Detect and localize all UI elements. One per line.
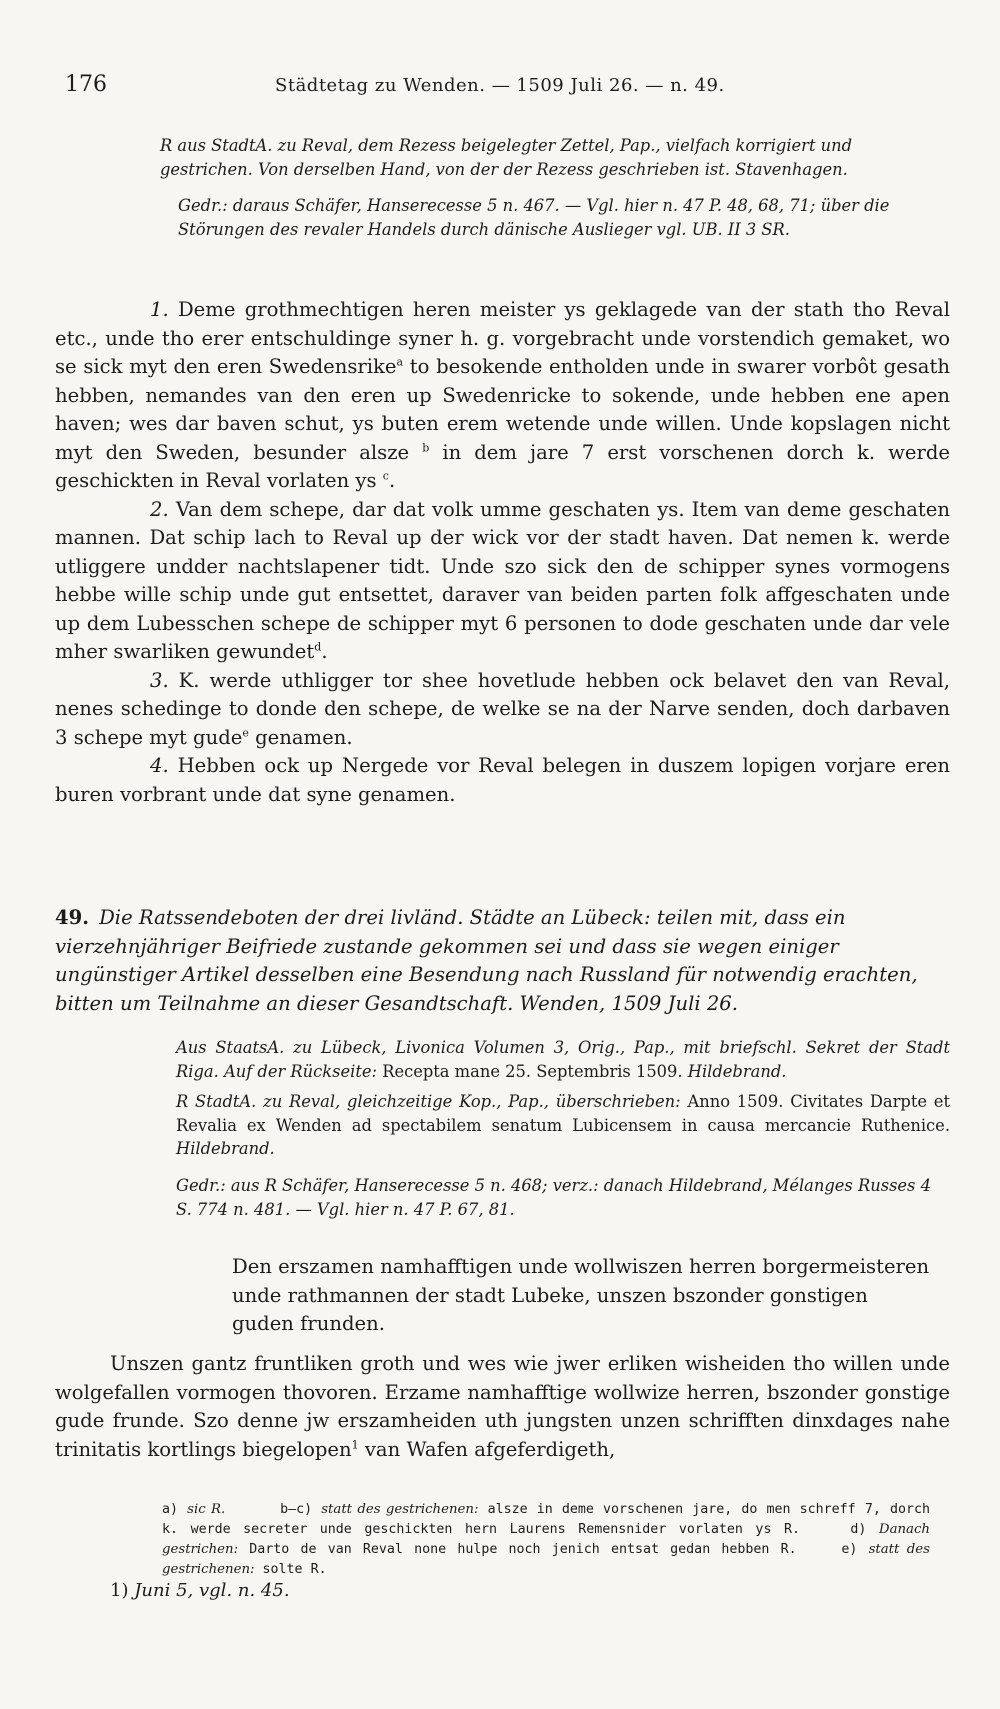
footnote-text: solte R. [262,1562,327,1577]
running-title: Städtetag zu Wenden. — 1509 Juli 26. — n. 49. [275,75,725,96]
footnote-label: d) [850,1522,867,1537]
footnote-italic: statt des gestrichenen: [162,1542,930,1577]
paragraph-number: 2. [150,497,169,521]
page-number: 176 [65,72,107,97]
footnote-marker: a [396,355,404,369]
punctuation: . [321,640,328,663]
letter-address: Den erszamen namhafftigen unde wollwiszen herren borgermeisteren unde rathmannen der stadt Lubeke, unszen bszonder gonstigen guden frunden. [232,1255,930,1335]
footnote-marker: b [422,440,430,454]
source-editor: Hildebrand. [176,1139,275,1158]
source-plain: Recepta mane 25. Septembris 1509. [382,1061,683,1081]
footnote-label: 1) [110,1580,129,1601]
letter-body [55,1350,950,1464]
paragraph-number: 4. [150,754,169,777]
letter-paragraph [55,1350,950,1464]
paragraph-text: in dem jare 7 erst vorschenen dorch k. werde geschickten in Reval vorlaten ys [55,440,951,492]
paragraph-text: van Wafen afgeferdigeth, [364,1437,616,1461]
punctuation: . [388,469,396,492]
footnote-marker: e [242,725,249,739]
print-reference-48: Gedr.: daraus Schäfer, Hanserecesse 5 n. 467. — Vgl. hier n. 47 P. 48, 68, 71; über die Störungen des revaler Handels durch dänische Auslieger vgl. UB. II 3 SR. [178,196,890,239]
footnote-italic: statt des gestrichenen: [321,1502,479,1517]
paragraph-3 [55,667,950,753]
source-editor: Hildebrand. [687,1061,787,1081]
regest-text: Die Ratssendeboten der drei livländ. Städte an Lübeck: teilen mit, dass ein vierzehnjähriger Beifriede zustande gekommen sei und dass sie wegen einiger ungünstiger Artikel desselben eine Besendung nach Russland für notwendig erachten, bitten um Teilnahme an dieser Gesandtschaft. Wenden, 1509 Juli 26. [55,906,918,1015]
paragraph-text: K. werde uthligger tor shee hovetlude hebben ock belavet den van Reval, nenes schedinge to donde den schepe, de welke se na der Narve senden, doch darbaven 3 schepe myt gude [55,668,951,749]
paragraph-text: Van dem schepe, dar dat volk umme geschaten ys. Item van deme geschaten mannen. Dat schip lach to Reval up der wick vor der stadt haven. Dat nemen k. werde utliggere undder nachtslapener tidt. Unde szo sick den de schipper synes vormogens hebbe wille schip unde gut entsettet, daraver van beiden parten folk affgeschaten unde up dem Lubesschen schepe de schipper myt 6 personen to dode geschaten unde dar vele mher swarliken gewundet [55,497,950,663]
document-48-text [55,296,950,809]
footnote-marker: d [314,640,322,654]
paragraph-text: to besokende entholden unde in swarer vorbôt gesath hebben, nemandes van den eren up Swedenricke to sokende, unde hebben ene apen haven; wes dar baven schut, ys buten erem wetende unde willen. Unde kopslagen nicht myt den Sweden, besunder alsze [55,355,950,464]
source-italic: R StadtA. zu Reval, gleichzeitige Kop., Pap., überschrieben: [176,1092,681,1111]
paragraph-4 [55,752,950,809]
paragraph-text: Deme grothmechtigen heren meister ys geklagede van der stath tho Reval etc., unde tho erer entschuldinge syner h. g. vorgebracht unde vorstendich gemaket, wo se sick myt den eren Swedensrike [55,298,951,378]
footnote-marker: c [382,469,389,483]
footnote-label: b—c) [280,1502,313,1517]
running-header [65,72,935,102]
footnote-italic: Danach gestrichen: [162,1522,930,1557]
footnote-marker: 1 [351,1437,359,1451]
footnote-text: Juni 5, vgl. n. 45. [134,1580,290,1601]
footnote-label: e) [841,1542,858,1557]
document-number: 49. [55,906,90,929]
footnote-text: Darto de van Reval none hulpe noch jenich entsat gedan hebben R. [249,1542,797,1557]
paragraph-number: 3. [150,668,169,692]
source-italic: Aus StaatsA. zu Lübeck, Livonica Volumen 3, Orig., Pap., mit briefschl. Sekret der Stadt Riga. Auf der Rückseite: [176,1038,950,1081]
paragraph-text: Hebben ock up Nergede vor Reval belegen in duszem lopigen vorjare eren buren vorbrant unde dat syne genamen. [55,754,950,806]
footnote-1 [110,1580,950,1601]
source-plain: Anno 1509. Civitates Darpte et Revalia ex Wenden ad spectabilem senatum Lubicensem in causa mercancie Ruthenice. [176,1092,950,1135]
print-reference-49: Gedr.: aus R Schäfer, Hanserecesse 5 n. 468; verz.: danach Hildebrand, Mélanges Russes 4 S. 774 n. 481. — Vgl. hier n. 47 P. 67, 81. [176,1176,931,1219]
source-note-49-reval [176,1090,950,1161]
document-49-regest [55,904,950,1018]
paragraph-text: Unszen gantz fruntliken groth und wes wie jwer erliken wisheiden tho willen unde wolgefallen vormogen thovoren. Erzame namhafftige wollwize herren, bszonder gonstige gude frunde. Szo denne jw erszamheiden uth jungsten unzen schrifften dinxdages nahe trinitatis kortlings biegelopen [55,1352,950,1461]
footnote-text: alsze in deme vorschenen jare, do men schreff 7, dorch k. werde secreter unde geschickten hern Laurens Remensnider vorlaten ys R. [162,1502,930,1537]
critical-apparatus [162,1500,930,1580]
source-note-48: R aus StadtA. zu Reval, dem Rezess beigelegter Zettel, Pap., vielfach korrigiert und gestrichen. Von derselben Hand, von der der Rezess geschrieben ist. Stavenhagen. [160,136,853,179]
source-note-49-lubeck [176,1036,950,1083]
footnote-label: a) [162,1502,179,1517]
paragraph-1 [55,296,950,496]
footnote-text: sic R. [187,1502,226,1517]
paragraph-text: genamen. [255,725,353,749]
paragraph-number: 1. [150,298,169,321]
paragraph-2 [55,496,950,667]
